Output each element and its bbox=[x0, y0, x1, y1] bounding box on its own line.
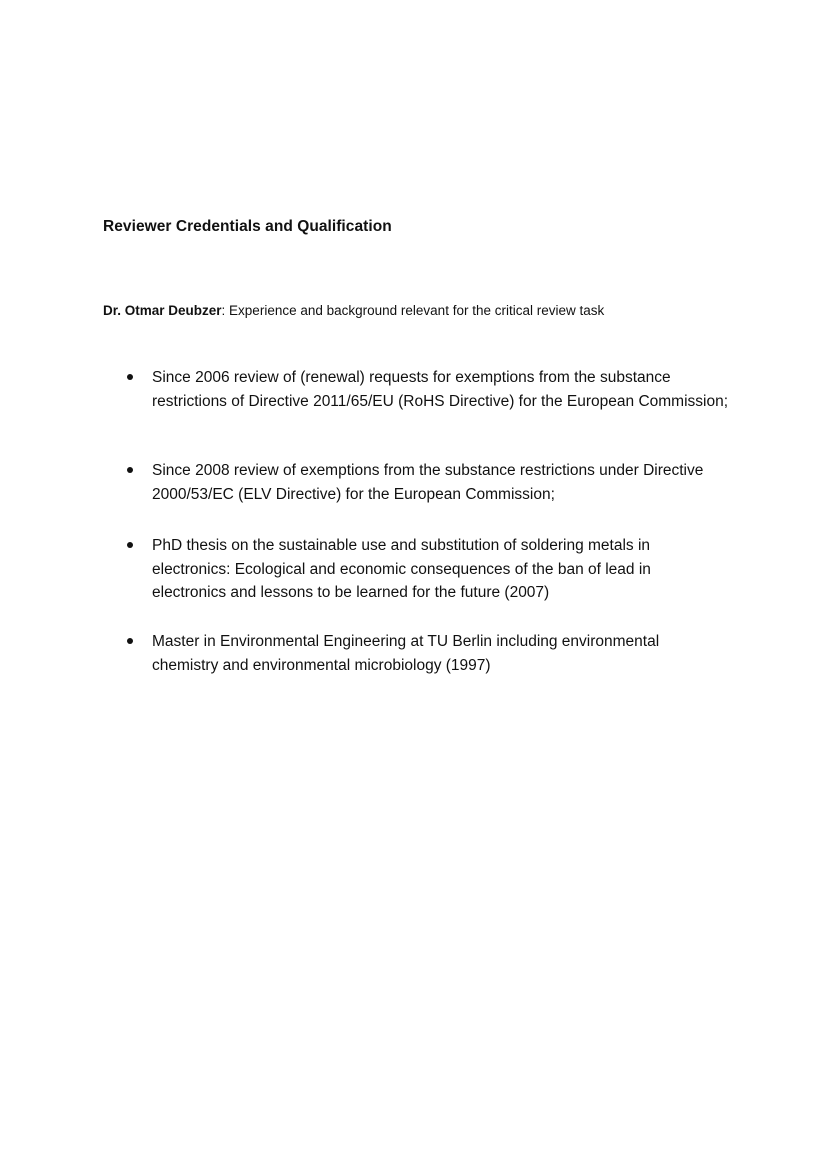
list-item-text: Since 2006 review of (renewal) requests for exemptions from the substance restrictions of Directive 2011/65/EU (RoHS Directive) for the European Commission; bbox=[152, 369, 729, 410]
section-heading: Reviewer Credentials and Qualification bbox=[103, 218, 392, 235]
bullet-icon bbox=[127, 542, 133, 548]
list-item bbox=[152, 534, 792, 605]
list-item bbox=[152, 459, 792, 506]
list-item-text: Since 2008 review of exemptions from the substance restrictions under Directive 2000/53/EC (ELV Directive) for the European Commission; bbox=[152, 462, 704, 503]
list-item bbox=[152, 366, 792, 413]
bullet-icon bbox=[127, 467, 133, 473]
reviewer-line bbox=[103, 303, 604, 318]
reviewer-description: : Experience and background relevant for the critical review task bbox=[221, 303, 605, 318]
list-item-text: PhD thesis on the sustainable use and substitution of soldering metals in electronics: Ecological and economic consequences of the ban of lead in electronics and lessons to be learned for the future (2007) bbox=[152, 537, 651, 601]
bullet-icon bbox=[127, 638, 133, 644]
list-item bbox=[152, 630, 792, 677]
bullet-icon bbox=[127, 374, 133, 380]
list-item-text: Master in Environmental Engineering at TU Berlin including environmental chemistry and environmental microbiology (1997) bbox=[152, 633, 660, 674]
reviewer-name: Dr. Otmar Deubzer bbox=[103, 303, 222, 318]
